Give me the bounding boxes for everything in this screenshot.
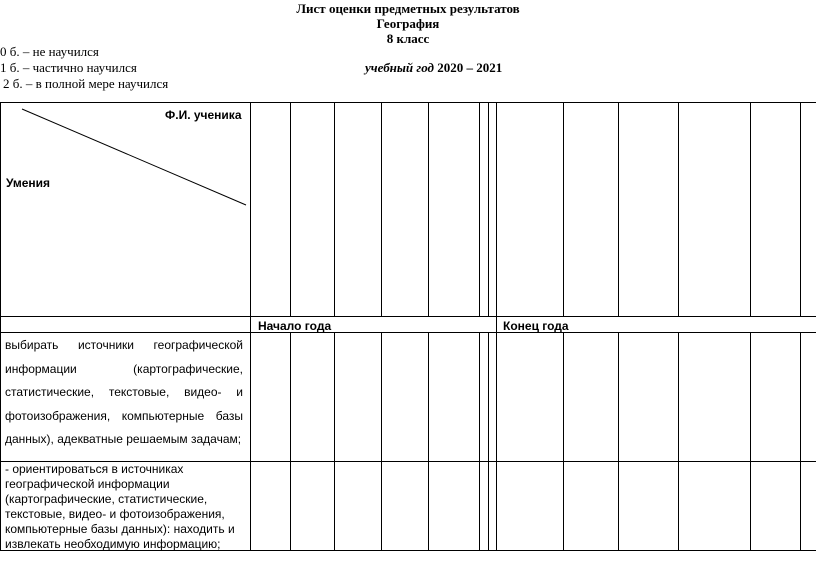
period-end-label: Конец года xyxy=(503,319,569,333)
legend-item-2: 2 б. – в полной мере научился xyxy=(3,76,169,91)
school-year-label: учебный год xyxy=(365,60,434,75)
period-start-label: Начало года xyxy=(258,319,332,333)
skill-row-2-text: - ориентироваться в источниках географической информации (картографические, статистические, текстовые, видео- и фотоизображения, компьютерные базы данных): находить и извлекать необходимую информацию; xyxy=(5,462,235,551)
header-diagonal-line xyxy=(22,109,246,205)
grade-title: 8 класс xyxy=(386,31,430,46)
subject-title: География xyxy=(376,16,440,31)
student-name-header: Ф.И. ученика xyxy=(165,108,242,122)
skill-row-1-text: выбирать источники географической информации (картографические, статистические, текстовые, видео- и фотоизображения, компьютерные базы данных), адекватные решаемым задачам; xyxy=(5,338,243,446)
skills-header: Умения xyxy=(6,176,51,190)
legend-item-1: 1 б. – частично научился xyxy=(0,60,137,75)
school-year-value: 2020 – 2021 xyxy=(437,60,503,75)
legend-item-0: 0 б. – не научился xyxy=(0,44,99,59)
document-title: Лист оценки предметных результатов xyxy=(296,1,520,16)
